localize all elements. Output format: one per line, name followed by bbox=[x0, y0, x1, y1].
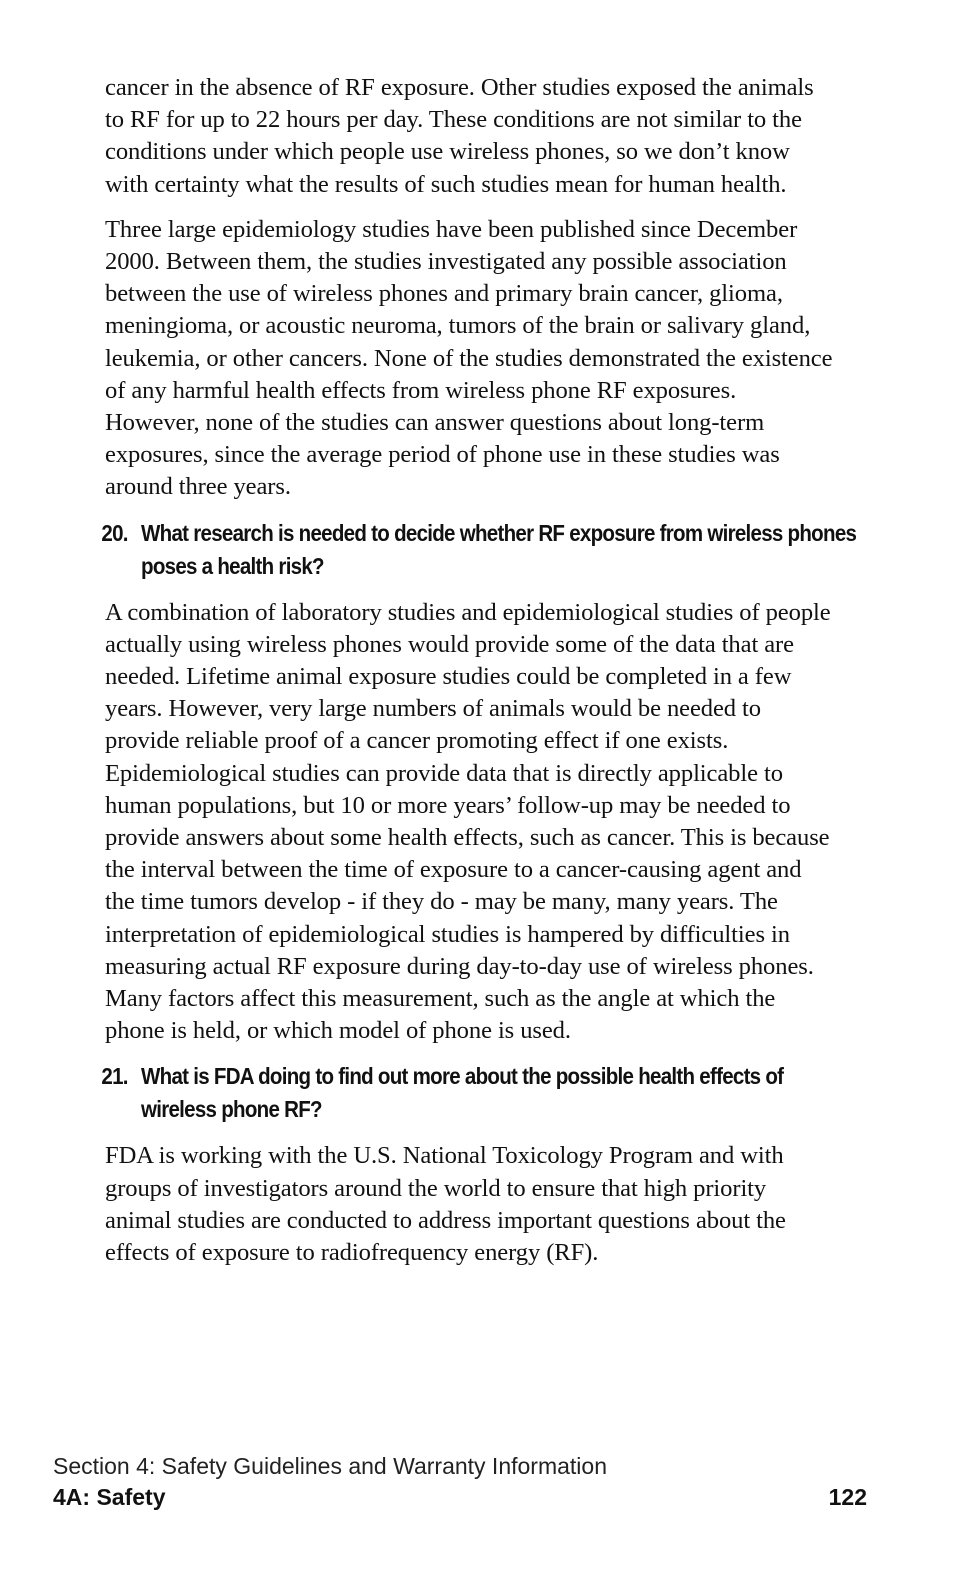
page-number: 122 bbox=[828, 1484, 867, 1510]
paragraph-intro: cancer in the absence of RF exposure. Other studies exposed the animals to RF for up to 22 hours per day. These conditions are not similar to the conditions under which people use wireless phones, so we don’t know with certainty what the results of such studies mean for human health. bbox=[105, 74, 814, 198]
answer-20: A combination of laboratory studies and epidemiological studies of people actually using wireless phones would provide some of the data that are needed. Lifetime animal exposure studies could be completed in a few years. However, very large numbers of animals would be needed to provide reliable proof of a cancer promoting effect if one exists. Epidemiological studies can provide data that is directly applicable to human populations, but 10 or more years’ follow-up may be needed to provide answers about some health effects, such as cancer. This is because the interval between the time of exposure to a cancer-causing agent and the time tumors develop - if they do - may be many, many years. The interpretation of epidemiological studies is hampered by difficulties in measuring actual RF exposure during day-to-day use of wireless phones. Many factors affect this measurement, such as the angle at which the phone is held, or which model of phone is used. bbox=[105, 598, 831, 1045]
question-20-text: What research is needed to decide whether RF exposure from wireless phones poses a health risk? bbox=[141, 519, 857, 579]
footer-section-title: Section 4: Safety Guidelines and Warranty Information bbox=[53, 1453, 607, 1479]
footer-chapter-label: 4A: Safety bbox=[53, 1484, 166, 1510]
question-21-text: What is FDA doing to find out more about the possible health effects of wireless phone RF? bbox=[141, 1063, 784, 1123]
question-21-number: 21. bbox=[101, 1063, 128, 1090]
page-body bbox=[101, 72, 857, 1282]
answer-21: FDA is working with the U.S. National Toxicology Program and with groups of investigators around the world to ensure that high priority animal studies are conducted to address important questions about the effects of exposure to radiofrequency energy (RF). bbox=[105, 1142, 786, 1267]
paragraph-epidemiology: Three large epidemiology studies have been published since December 2000. Between them, the studies investigated any possible association between the use of wireless phones and primary brain cancer, glioma, meningioma, or acoustic neuroma, tumors of the brain or salivary gland, leukemia, or other cancers. None of the studies demonstrated the existence of any harmful health effects from wireless phone RF exposures. However, none of the studies can answer questions about long-term exposures, since the average period of phone use in these studies was around three years. bbox=[105, 215, 833, 501]
question-21 bbox=[101, 1060, 857, 1126]
question-20 bbox=[101, 517, 857, 583]
question-20-number: 20. bbox=[101, 519, 128, 546]
